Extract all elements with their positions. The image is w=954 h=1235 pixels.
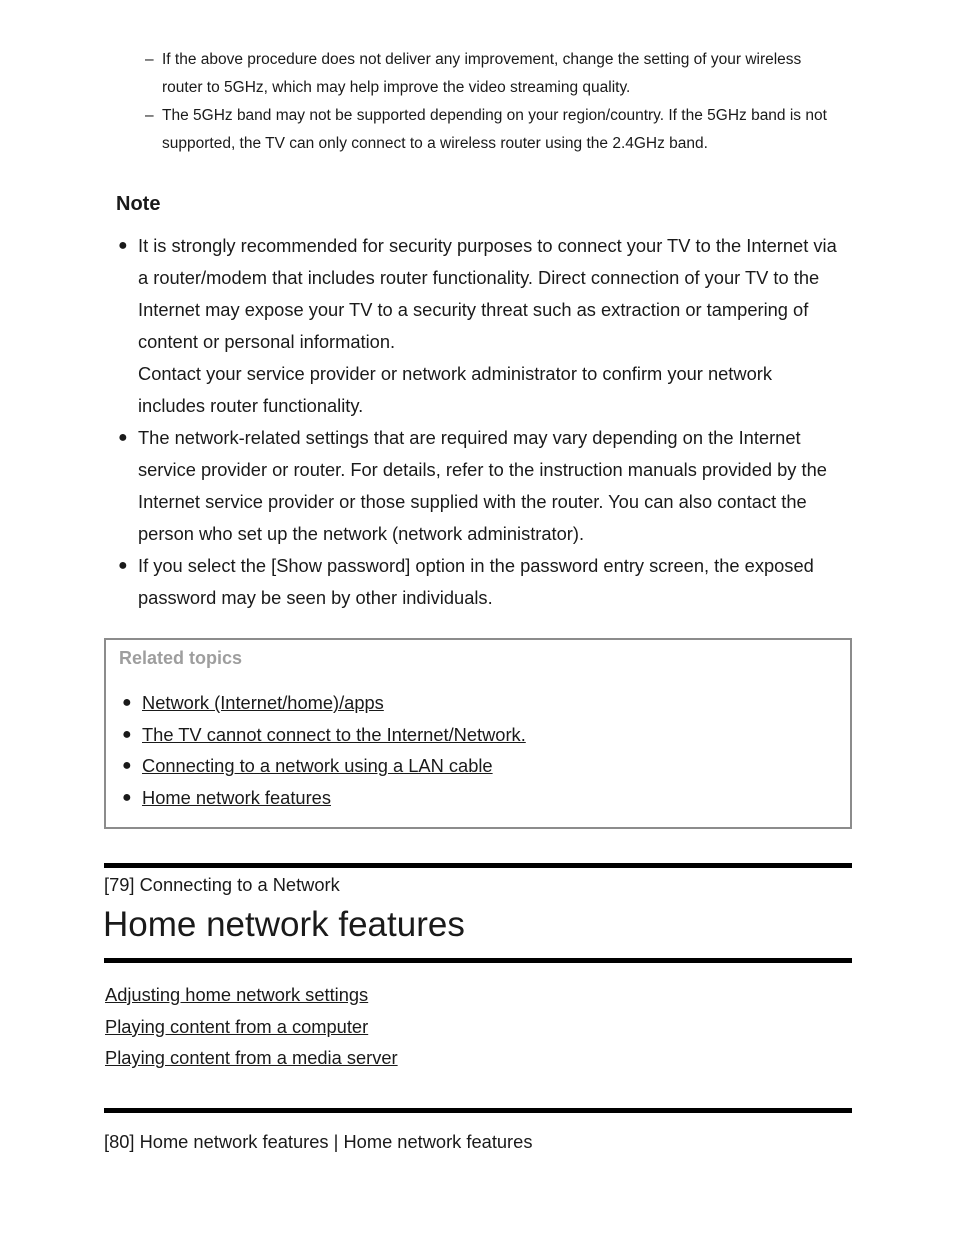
link-playing-from-computer[interactable]: Playing content from a computer <box>105 1015 369 1037</box>
section-divider <box>104 863 852 868</box>
sub-step-text: The 5GHz band may not be supported depending on your region/country. If the 5GHz band is not supported, the TV can only connect to a wireless router using the 2.4GHz band. <box>162 107 827 152</box>
link-adjusting-settings[interactable]: Adjusting home network settings <box>105 984 369 1005</box>
related-topic-item <box>120 782 526 814</box>
sub-step-item <box>145 102 845 158</box>
topic-link-item <box>105 1042 398 1074</box>
related-topic-item <box>120 687 526 719</box>
note-item <box>116 422 841 550</box>
related-link-cannot-connect[interactable]: The TV cannot connect to the Internet/Network. <box>142 723 526 745</box>
note-item <box>116 550 841 614</box>
bullet-icon: ● <box>122 757 132 775</box>
bullet-icon: ● <box>122 725 132 743</box>
related-topics-list <box>120 687 526 814</box>
note-list <box>116 230 841 614</box>
note-item <box>116 230 841 422</box>
sub-step-item <box>145 46 845 102</box>
bullet-icon: ● <box>118 429 128 446</box>
link-playing-from-media-server[interactable]: Playing content from a media server <box>105 1047 398 1069</box>
bullet-icon: ● <box>118 557 128 574</box>
dash-marker: – <box>145 51 154 68</box>
footer-breadcrumb: [80] Home network features | Home network features <box>104 1131 533 1152</box>
note-item-extra: Contact your service provider or network administrator to confirm your network includes router functionality. <box>138 363 772 416</box>
topic-link-item <box>105 1011 398 1043</box>
title-underline <box>104 958 852 963</box>
bullet-icon: ● <box>118 237 128 254</box>
note-item-text: If you select the [Show password] option in the password entry screen, the exposed password may be seen by other individuals. <box>138 555 814 608</box>
topic-link-item <box>105 979 398 1011</box>
sub-steps-list <box>145 46 845 158</box>
related-topics-title: Related topics <box>119 648 243 668</box>
related-topic-item <box>120 750 526 782</box>
sub-step-text: If the above procedure does not deliver any improvement, change the setting of your wireless router to 5GHz, which may help improve the video streaming quality. <box>162 51 802 96</box>
note-item-text: It is strongly recommended for security purposes to connect your TV to the Internet via a router/modem that includes router functionality. Direct connection of your TV to the Internet may expose your TV to a security threat such as extraction or tampering of content or personal information. <box>138 235 837 352</box>
bullet-icon: ● <box>122 789 132 807</box>
related-topics-box <box>104 638 852 829</box>
dash-marker: – <box>145 107 154 124</box>
related-topic-item <box>120 719 526 751</box>
topic-links-list <box>105 979 398 1074</box>
page-title: Home network features <box>103 905 465 944</box>
section-divider <box>104 1108 852 1113</box>
note-heading: Note <box>116 193 161 215</box>
note-item-text: The network-related settings that are required may vary depending on the Internet service provider or router. For details, refer to the instruction manuals provided by the Internet service provider or those supplied with the router. You can also contact the person who set up the network (network administrator). <box>138 427 827 544</box>
bullet-icon: ● <box>122 694 132 711</box>
related-link-network-apps[interactable]: Network (Internet/home)/apps <box>142 692 384 713</box>
related-link-lan-cable[interactable]: Connecting to a network using a LAN cable <box>142 755 493 777</box>
related-link-home-network[interactable]: Home network features <box>142 787 331 809</box>
section-breadcrumb: [79] Connecting to a Network <box>104 874 340 895</box>
